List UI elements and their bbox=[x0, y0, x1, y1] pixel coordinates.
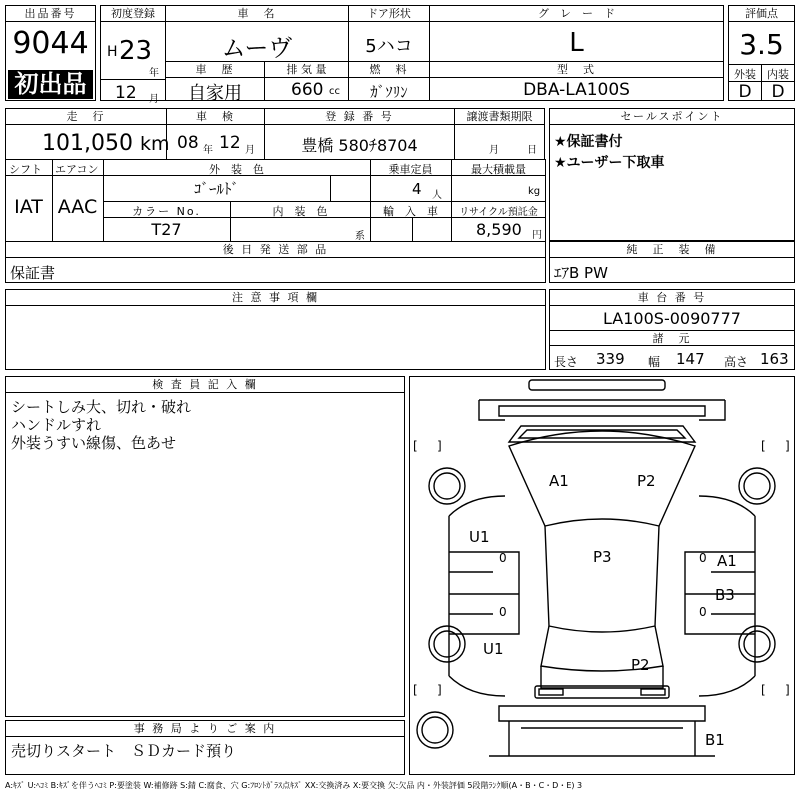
displacement-unit: cc bbox=[329, 86, 340, 97]
mark-a1-right: A1 bbox=[717, 552, 737, 570]
fuel-value: ｶﾞｿﾘﾝ bbox=[370, 83, 408, 101]
score-label: 評価点 bbox=[729, 6, 794, 22]
mark-bracket-l-3: [ bbox=[413, 683, 418, 697]
score-value: 3.5 bbox=[739, 28, 784, 61]
ext-score-label: 外装 bbox=[734, 68, 756, 81]
mark-u1-left-2: U1 bbox=[483, 640, 504, 658]
inspector-label: 検 査 員 記 入 欄 bbox=[6, 377, 404, 393]
mileage-box bbox=[5, 108, 170, 160]
grade-label: グ レ ー ド bbox=[430, 6, 723, 22]
int-score-label: 内装 bbox=[767, 68, 789, 81]
mark-b3: B3 bbox=[715, 586, 735, 604]
genuine-value: ｴｱB PW bbox=[554, 264, 608, 282]
recycle-label: リサイクル預託金 bbox=[459, 207, 538, 218]
model-value: DBA-LA100S bbox=[523, 80, 630, 100]
score-box bbox=[728, 5, 795, 101]
ext-color-label: 外 装 色 bbox=[209, 163, 264, 176]
car-name-box bbox=[166, 5, 349, 62]
office-label: 事 務 局 よ り ご 案 内 bbox=[6, 721, 404, 737]
length-value: 339 bbox=[596, 350, 625, 368]
grade-value: L bbox=[569, 28, 584, 58]
max-load-label: 最大積載量 bbox=[471, 163, 526, 176]
history-label: 車 歴 bbox=[166, 62, 264, 78]
mark-zero-3: 0 bbox=[699, 551, 707, 565]
mileage-unit: km bbox=[140, 133, 170, 155]
mark-p3: P3 bbox=[593, 548, 612, 566]
reg-no-value: 豊橋 580ﾁ8704 bbox=[301, 136, 418, 155]
mileage-label: 走 行 bbox=[6, 109, 166, 125]
mark-a1-top: A1 bbox=[549, 472, 569, 490]
aircon-value: AAC bbox=[57, 196, 98, 218]
first-reg-year: 23 bbox=[119, 36, 153, 66]
inspection-label: 車 検 bbox=[167, 109, 264, 125]
lot-label: 出品番号 bbox=[6, 6, 95, 22]
mark-bracket-r-3: ] bbox=[437, 683, 442, 697]
office-value: 売切りスタート ＳＤカード預り bbox=[11, 742, 237, 760]
color-no-label: カラー No. bbox=[132, 205, 201, 218]
lot-number: 9044 bbox=[12, 26, 89, 61]
int-color-unit: 系 bbox=[355, 231, 365, 242]
door-box bbox=[349, 5, 430, 62]
transfer-day-unit: 日 bbox=[527, 145, 537, 156]
first-reg-box bbox=[100, 5, 166, 105]
inspection-year: 08 bbox=[177, 133, 199, 153]
specs-label: 諸 元 bbox=[550, 330, 794, 346]
int-score-value: D bbox=[771, 82, 785, 102]
history-value: 自家用 bbox=[188, 83, 242, 104]
grade-box bbox=[430, 5, 724, 62]
notes-label: 注 意 事 項 欄 bbox=[6, 290, 545, 306]
mark-bracket-l-2: [ bbox=[761, 439, 766, 453]
later-parts-box bbox=[5, 241, 546, 283]
sales-points-box bbox=[549, 108, 795, 241]
displacement-box bbox=[265, 61, 349, 101]
recycle-value: 8,590 bbox=[476, 220, 522, 239]
chassis-box bbox=[549, 289, 795, 370]
mark-p2-top: P2 bbox=[637, 472, 656, 490]
later-parts-value: 保証書 bbox=[10, 264, 56, 282]
transfer-label: 譲渡書類期限 bbox=[455, 109, 544, 125]
door-label: ドア形状 bbox=[349, 6, 429, 22]
genuine-label: 純 正 装 備 bbox=[550, 242, 794, 258]
width-label: 幅 bbox=[648, 355, 661, 369]
door-value: 5ハコ bbox=[365, 36, 413, 57]
aircon-label: エアコン bbox=[55, 163, 99, 176]
legend: A:ｷｽﾞ U:ﾍｺﾐ B:ｷｽﾞを伴うﾍｺﾐ P:要塗装 W:補修跡 S:錆 C:腐食、穴 G:ﾌﾛﾝﾄｶﾞﾗｽ点ｷｽﾞ XX:交換済み X:要交換 欠:欠品 内・外装評価 5段階ﾗﾝｸ順(A・B・C・D・E) 3 bbox=[5, 781, 583, 790]
first-reg-month: 12 bbox=[115, 83, 137, 103]
car-name-label: 車 名 bbox=[166, 6, 348, 22]
width-value: 147 bbox=[676, 350, 705, 368]
mark-bracket-l-1: [ bbox=[413, 439, 418, 453]
displacement-label: 排 気 量 bbox=[265, 62, 348, 78]
first-reg-era: H bbox=[107, 44, 118, 60]
office-box bbox=[5, 720, 405, 775]
sales-point-2: ★ユーザー下取車 bbox=[554, 155, 665, 171]
shift-value: IAT bbox=[14, 196, 43, 218]
height-label: 高さ bbox=[724, 355, 749, 369]
mark-b1: B1 bbox=[705, 731, 725, 749]
shift-label: シフト bbox=[9, 163, 42, 176]
mark-bracket-r-1: ] bbox=[437, 439, 442, 453]
inspector-line-3: 外装うすい線傷、色あせ bbox=[11, 434, 177, 452]
inspector-box bbox=[5, 376, 405, 717]
first-listing-badge: 初出品 bbox=[8, 70, 93, 99]
first-reg-label: 初度登録 bbox=[101, 6, 165, 22]
genuine-box bbox=[549, 241, 795, 283]
model-label: 型 式 bbox=[430, 62, 723, 78]
mark-zero-1: 0 bbox=[499, 551, 507, 565]
later-parts-label: 後 日 発 送 部 品 bbox=[6, 242, 545, 258]
mark-u1-left: U1 bbox=[469, 528, 490, 546]
inspection-year-unit: 年 bbox=[203, 145, 213, 156]
transfer-month-unit: 月 bbox=[489, 145, 499, 156]
fuel-box bbox=[349, 61, 430, 101]
int-color-label: 内 装 色 bbox=[272, 205, 328, 218]
notes-box bbox=[5, 289, 546, 370]
color-no-value: T27 bbox=[151, 220, 182, 239]
capacity-unit: 人 bbox=[432, 190, 442, 201]
mark-bracket-l-4: [ bbox=[761, 683, 766, 697]
transfer-box bbox=[454, 108, 545, 160]
recycle-unit: 円 bbox=[532, 230, 542, 241]
lot-box bbox=[5, 5, 96, 101]
inspection-month: 12 bbox=[219, 133, 241, 153]
reg-no-label: 登 録 番 号 bbox=[265, 109, 454, 125]
max-load-unit: kg bbox=[528, 186, 541, 197]
height-value: 163 bbox=[760, 350, 789, 368]
inspector-line-1: シートしみ大、切れ・破れ bbox=[11, 398, 192, 416]
history-box bbox=[166, 61, 265, 104]
car-diagram bbox=[409, 376, 795, 775]
displacement-value: 660 bbox=[291, 80, 324, 100]
chassis-label: 車 台 番 号 bbox=[550, 290, 794, 306]
sales-point-1: ★保証書付 bbox=[554, 134, 623, 150]
import-label: 輸 入 車 bbox=[383, 205, 438, 218]
sales-points-label: セールスポイント bbox=[550, 109, 794, 125]
mark-bracket-r-4: ] bbox=[785, 683, 790, 697]
ext-color-value: ｺﾞｰﾙﾄﾞ bbox=[193, 180, 239, 198]
mark-zero-2: 0 bbox=[499, 605, 507, 619]
fuel-label: 燃 料 bbox=[349, 62, 429, 78]
chassis-value: LA100S-0090777 bbox=[603, 309, 741, 328]
length-label: 長さ bbox=[554, 355, 579, 369]
inspector-line-2: ハンドルすれ bbox=[11, 416, 102, 434]
mark-p2-bottom: P2 bbox=[631, 656, 650, 674]
first-reg-month-unit: 月 bbox=[149, 94, 159, 105]
mark-zero-4: 0 bbox=[699, 605, 707, 619]
first-reg-year-unit: 年 bbox=[149, 68, 159, 79]
car-name-value: ムーヴ bbox=[221, 34, 293, 62]
mileage-value: 101,050 bbox=[42, 131, 133, 156]
ext-score-value: D bbox=[738, 82, 752, 102]
capacity-value: 4 bbox=[412, 180, 422, 198]
mark-bracket-r-2: ] bbox=[785, 439, 790, 453]
inspection-month-unit: 月 bbox=[245, 145, 255, 156]
capacity-label: 乗車定員 bbox=[388, 163, 433, 176]
inspection-box bbox=[166, 108, 265, 160]
reg-no-box bbox=[264, 108, 455, 160]
model-box bbox=[430, 61, 724, 101]
